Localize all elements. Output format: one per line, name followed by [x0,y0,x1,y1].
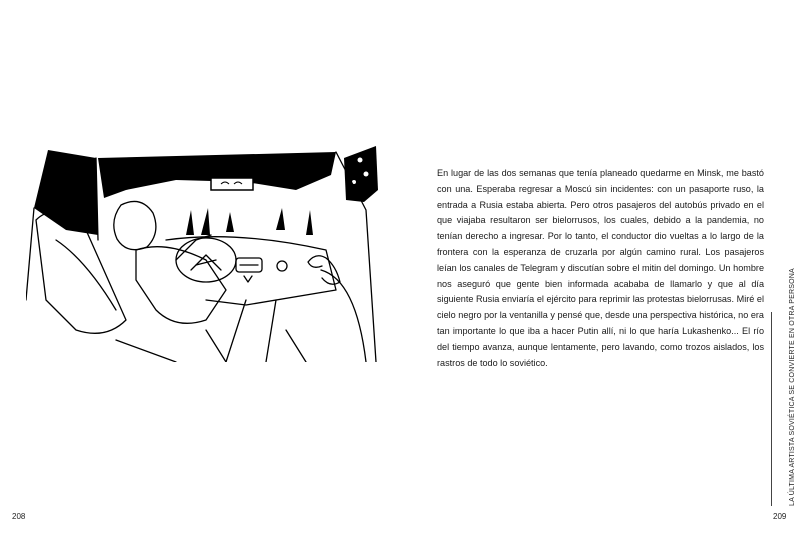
car-interior-illustration [26,140,394,362]
running-head-rule [771,312,772,506]
left-page-number: 208 [12,512,26,521]
body-paragraph: En lugar de las dos semanas que tenía planeado quedarme en Minsk, me bastó con una. Esperaba regresar a Moscú sin incidentes: con un pasaporte ruso, la entrada a Rusia estaba abierta. Pero otros pasajeros del autobús privado en el que viajaba resultaron ser bielorrusos, los cuales, debido a la pandemia, no tenían derecho a ingresar. Por lo tanto, el conductor dio vueltas a lo largo de la frontera con la esperanza de cruzarla por algún camino rural. Los pasajeros leían los canales de Telegram y discutían sobre el mitin del domingo. Un hombre nos aseguró que gente bien informada acababa de llamarlo y que al día siguiente Rusia enviaría el ejército para reprimir las protestas bielorrusas. Miré el cielo negro por la ventanilla y pensé que, desde una perspectiva histórica, no era tan importante lo que iba a hacer Putin allí, ni lo que haría Lukashenko... El río del tiempo avanza, aunque lentamente, pero lavando, como trozos aislados, los rastros de todo lo soviético. [437,168,764,368]
right-page-number: 209 [773,512,787,521]
running-head: LA ÚLTIMA ARTISTA SOVIÉTICA SE CONVIERTE EN OTRA PERSONA [789,268,796,506]
